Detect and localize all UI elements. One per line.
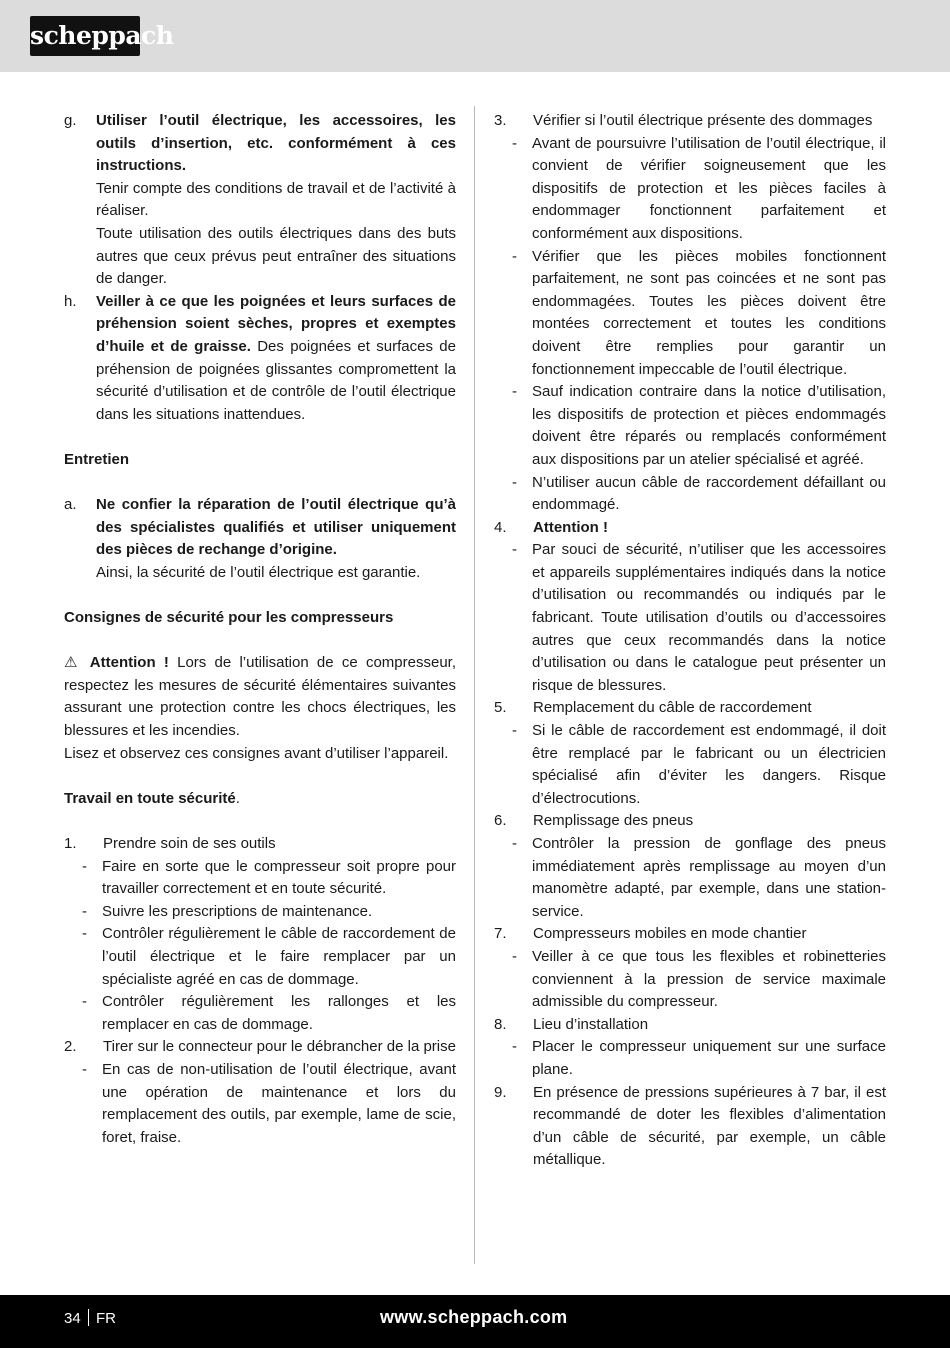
- dash-item: [512, 833, 886, 923]
- scheppach-logo: scheppach: [30, 16, 140, 56]
- attention-text: Lors de l’utilisation de ce compresseur, respectez les mesures de sécurité élémentaires suivantes assurant une protection contre les chocs électriques, les blessures et les incendies.: [64, 654, 456, 740]
- dash-text: Si le câble de raccordement est endommagé, il doit être remplacé par le fabricant ou un électricien spécialisé afin d’éviter les dangers. Risque d’électrocutions.: [532, 722, 886, 807]
- item-g: [64, 110, 456, 291]
- item-number: 1.: [64, 835, 77, 852]
- item-paragraph: Tenir compte des conditions de travail et de l’activité à réaliser.: [96, 179, 456, 220]
- footer-separator: [88, 1309, 89, 1326]
- right-column: [494, 110, 886, 1172]
- list-item-5: [494, 697, 886, 720]
- dash-bullet: -: [82, 993, 87, 1011]
- dash-bullet: -: [82, 925, 87, 943]
- dash-bullet: -: [512, 247, 517, 265]
- list-item-4: [494, 517, 886, 540]
- dash-bullet: -: [82, 902, 87, 920]
- dash-text: Sauf indication contraire dans la notice d’utilisation, les dispositifs de protection et pièces endommagés doivent être réparés ou remplacés conformément aux dispositions par un atelier spécialisé et agréé.: [532, 383, 886, 468]
- dash-bullet: -: [82, 857, 87, 875]
- item-number: 3.: [494, 112, 507, 129]
- list-item-1: [64, 833, 456, 856]
- dash-text: Veiller à ce que tous les flexibles et robinetteries conviennent à la pression de service maximale admissible du compresseur.: [532, 947, 886, 1011]
- dash-item: [512, 1036, 886, 1081]
- dash-item: [512, 246, 886, 382]
- item-title: Lieu d’installation: [533, 1015, 649, 1033]
- dash-text: En cas de non-utilisation de l’outil électrique, avant une opération de maintenance et lors du remplacement des outils, par exemple, lame de scie, foret, fraise.: [102, 1060, 456, 1146]
- list-item-8: [494, 1014, 886, 1037]
- item-title: Prendre soin de ses outils: [103, 835, 276, 852]
- attention-label: Attention !: [89, 654, 169, 672]
- dash-bullet: -: [512, 722, 517, 740]
- item-number: 4.: [494, 518, 507, 536]
- dash-item: [512, 472, 886, 517]
- item-number: 8.: [494, 1015, 507, 1033]
- dash-item: [82, 1059, 456, 1149]
- dash-text: Suivre les prescriptions de maintenance.: [102, 902, 373, 920]
- dash-bullet: -: [512, 947, 517, 965]
- page-number: 34: [64, 1310, 81, 1327]
- section-title-travail: Travail en toute sécurité: [64, 789, 236, 807]
- item-title: Remplacement du câble de raccordement: [533, 699, 812, 717]
- item-paragraph: Toute utilisation des outils électriques dans des buts autres que ceux prévus peut entraîner des situations de danger.: [96, 224, 456, 288]
- dash-item: [512, 539, 886, 697]
- lisez-paragraph: Lisez et observez ces consignes avant d’utiliser l’appareil.: [64, 744, 449, 762]
- dash-bullet: -: [512, 541, 517, 559]
- page-footer: [0, 1295, 950, 1348]
- list-item-9: [494, 1082, 886, 1172]
- dash-item: [512, 946, 886, 1014]
- dash-text: N’utiliser aucun câble de raccordement défaillant ou endommagé.: [532, 473, 886, 514]
- item-number: 7.: [494, 925, 507, 943]
- item-number: h.: [64, 292, 77, 310]
- left-column: [64, 110, 456, 1149]
- item-number: a.: [64, 496, 77, 514]
- list-item-7: [494, 923, 886, 946]
- dash-text: Faire en sorte que le compresseur soit propre pour travailler correctement et en toute sécurité.: [102, 857, 456, 898]
- dash-text: Placer le compresseur uniquement sur une surface plane.: [532, 1038, 886, 1078]
- dash-item: [512, 720, 886, 810]
- item-title: Attention !: [533, 518, 608, 536]
- dash-item: [82, 923, 456, 991]
- item-title: Tirer sur le connecteur pour le débrancher de la prise: [103, 1038, 456, 1056]
- item-h: [64, 291, 456, 427]
- dash-bullet: -: [82, 1060, 87, 1078]
- item-heading: Veiller à ce que les poignées et leurs surfaces de préhension soient sèches, propres et exemptes d’huile et de graisse.: [96, 292, 456, 355]
- list-item-6: [494, 810, 886, 833]
- section-title-entretien: Entretien: [64, 450, 130, 468]
- warning-triangle-icon: ⚠: [64, 654, 82, 672]
- section-title-consignes: Consignes de sécurité pour les compresseurs: [64, 609, 394, 627]
- section-title-dot: .: [235, 789, 240, 807]
- item-title: Vérifier si l’outil électrique présente des dommages: [533, 112, 873, 129]
- dash-bullet: -: [512, 383, 517, 401]
- website-link[interactable]: www.scheppach.com: [380, 1307, 568, 1327]
- dash-item: [82, 901, 456, 924]
- dash-bullet: -: [512, 134, 517, 152]
- item-title: Remplissage des pneus: [533, 812, 694, 830]
- dash-item: [512, 381, 886, 471]
- dash-item: [82, 856, 456, 901]
- dash-item: [82, 991, 456, 1036]
- dash-text: Vérifier que les pièces mobiles fonctionnent parfaitement, ne sont pas coincées et ne sont pas endommagées. Toutes les pièces doivent être montées correctement et toutes les conditions doivent être remplies pour garantir un fonctionnement impeccable de l’outil électrique.: [532, 247, 886, 378]
- item-number: 9.: [494, 1083, 507, 1101]
- list-item-3: [494, 110, 886, 133]
- column-divider: [474, 106, 475, 1264]
- dash-bullet: -: [512, 835, 517, 852]
- page-header: [0, 0, 950, 72]
- item-a: [64, 494, 456, 584]
- item-number: g.: [64, 112, 77, 129]
- dash-item: [512, 133, 886, 246]
- dash-text: Par souci de sécurité, n’utiliser que les accessoires et appareils supplémentaires indiqués dans la notice d’utilisation ou recommandés ou indiqués par le fabricant. Toute utilisation d’outils ou d’accessoires autres que ceux recommandés dans la notice d’utilisation ou dans le catalogue peut présenter un risque de blessures.: [532, 541, 886, 694]
- language-code: FR: [96, 1310, 116, 1327]
- list-item-2: [64, 1036, 456, 1059]
- item-number: 6.: [494, 812, 507, 830]
- item-title: Compresseurs mobiles en mode chantier: [533, 925, 807, 943]
- dash-bullet: -: [512, 473, 517, 491]
- item-paragraph: Des poignées et surfaces de préhension de poignées glissantes compromettent la sécurité d’utilisation et de contrôle de l’outil électrique dans les situations inattendues.: [96, 337, 456, 423]
- item-heading: Ne confier la réparation de l’outil électrique qu’à des spécialistes qualifiés et utiliser uniquement des pièces de rechange d’origine.: [96, 496, 456, 559]
- attention-paragraph: [64, 652, 456, 742]
- item-heading: Utiliser l’outil électrique, les accessoires, les outils d’insertion, etc. conformément à ces instructions.: [96, 112, 456, 175]
- dash-text: Avant de poursuivre l’utilisation de l’outil électrique, il convient de vérifier soigneusement que les dispositifs de protection et les pièces faciles à endommager fonctionnent parfaitement et conformément aux dispositions.: [532, 134, 886, 242]
- item-paragraph: Ainsi, la sécurité de l’outil électrique est garantie.: [96, 563, 421, 581]
- item-number: 5.: [494, 699, 507, 717]
- item-number: 2.: [64, 1038, 77, 1056]
- dash-text: Contrôler régulièrement les rallonges et les remplacer en cas de dommage.: [102, 993, 456, 1033]
- dash-text: Contrôler régulièrement le câble de raccordement de l’outil électrique et le faire remplacer par un spécialiste agréé en cas de dommage.: [102, 925, 456, 988]
- dash-bullet: -: [512, 1038, 517, 1056]
- dash-text: Contrôler la pression de gonflage des pneus immédiatement après remplissage au moyen d’un manomètre adapté, par exemple, dans une station-service.: [532, 835, 886, 920]
- item-text: En présence de pressions supérieures à 7 bar, il est recommandé de doter les flexibles d’alimentation d’un câble de sécurité, par exemple, un câble métallique.: [533, 1083, 886, 1169]
